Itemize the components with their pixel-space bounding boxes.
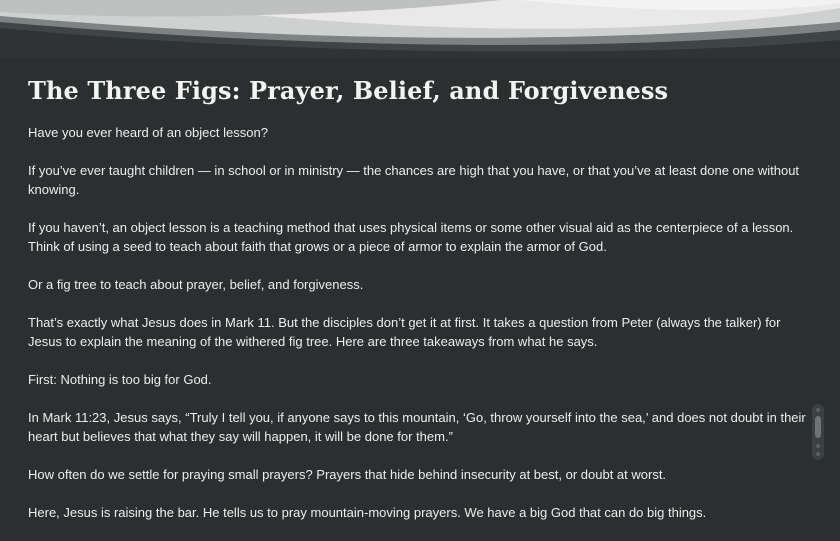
header-banner xyxy=(0,0,840,58)
paragraph: If you haven’t, an object lesson is a teaching method that uses physical items or some other visual aid as the centerpiece of a lesson. Think of using a seed to teach about faith that grows or a piece of armor to explain the armor of God. xyxy=(28,220,794,254)
scroll-thumb[interactable] xyxy=(815,416,821,438)
paragraph: That’s exactly what Jesus does in Mark 11. But the disciples don’t get it at first. It takes a question from Peter (always the talker) for Jesus to explain the meaning of the withered fig tree. Here are three takeaways from what he says. xyxy=(28,315,781,349)
scroll-dot xyxy=(816,452,820,456)
paragraph: Have you ever heard of an object lesson? xyxy=(28,125,268,140)
paragraph: If you’ve ever taught children — in school or in ministry — the chances are high that you have, or that you’ve at least done one without knowing. xyxy=(28,163,800,197)
paragraph-scripture-quote: In Mark 11:23, Jesus says, “Truly I tell you, if anyone says to this mountain, ‘Go, throw yourself into the sea,’ and does not doubt in their heart but believes that what they say will happen, it will be done for them.” xyxy=(28,410,806,444)
paragraph: Here, Jesus is raising the bar. He tells us to pray mountain-moving prayers. We have a big God that can do big things. xyxy=(28,505,707,520)
article-body xyxy=(28,123,812,541)
paragraph: How often do we settle for praying small prayers? Prayers that hide behind insecurity at best, or doubt at worst. xyxy=(28,467,667,482)
article-title: The Three Figs: Prayer, Belief, and Forgiveness xyxy=(28,76,669,105)
scroll-dot xyxy=(816,408,820,412)
scroll-dot xyxy=(816,444,820,448)
paragraph-heading-first: First: Nothing is too big for God. xyxy=(28,372,212,387)
scroll-indicator[interactable] xyxy=(812,404,824,460)
paragraph: Or a fig tree to teach about prayer, belief, and forgiveness. xyxy=(28,277,364,292)
article xyxy=(28,58,812,520)
decorative-wave-banner xyxy=(0,0,840,58)
